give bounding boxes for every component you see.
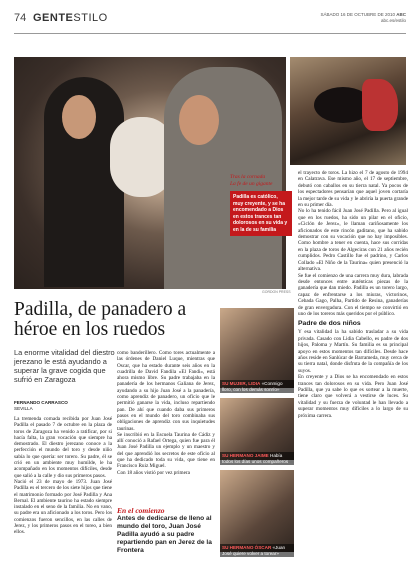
byline-author: FERNANDO CARRASCO bbox=[14, 400, 68, 405]
col3-para-2: No lo ha tenido fácil Juan José Padilla. Pero al igual que en los ruedos, ha sido un pilar en el oficio, «Ciclón de Jerez», le llaman cariñosamente los aficionados de este rincón gaditano, que ha sabido demostrar con su vocación que no hay imposibles. Como hombre a tener en cuenta, hace sus corridas en la plaza de toros de Algeciras con 21 años recién cumplidos. Pedro Castillo fue el padrino, y Carlos Collado «El Niño de la Taurina» quien presenció la alternativa. bbox=[298, 208, 408, 273]
col3-para-3: Se fue el comienzo de una carrera muy dura, labrada desde entonces entre auténticas piezas de la ganadería que dan miedo. Padilla es un torero largo, capaz de enfrentarse a los miuras, victorinos, Cebada Gago, Palha, Partido de Resina, ganaderías de gran envergadura. Con el tiempo se convirtió en uno de los toreros más queridos por el público. bbox=[298, 272, 408, 317]
page-number: 74 bbox=[14, 12, 27, 24]
quote-kicker: Tras la cornada bbox=[230, 174, 266, 180]
quote-headline: La fe de un gigante bbox=[230, 181, 273, 187]
page-header bbox=[14, 12, 406, 34]
date-line bbox=[320, 12, 406, 24]
thumb-text: Había todos los días unos compañeros bbox=[222, 453, 289, 464]
section-title-light: STILO bbox=[73, 12, 108, 24]
thumb-label: SU HERMANO ÓSCAR bbox=[222, 545, 272, 550]
quote-box bbox=[230, 174, 292, 236]
highlight-text: Antes de dedicarse de lleno al mundo del toro, Juan José Padilla ayudó a su padre repartiendo pan en Jerez de la Frontera bbox=[117, 515, 212, 554]
thumb-text: «Juan José quiere volver a torear» bbox=[222, 545, 286, 556]
article-column-2 bbox=[117, 350, 215, 476]
header-rule bbox=[14, 33, 406, 34]
thumb-label: SU HERMANO JAIME bbox=[222, 453, 269, 458]
article-column-3 bbox=[298, 170, 408, 419]
article-title: Padilla, de panadero a héroe en los ruedos bbox=[14, 299, 187, 340]
col2-para-3: Con 18 años vistió por vez primera bbox=[117, 469, 190, 476]
thumb-caption-wife bbox=[220, 380, 294, 393]
thumb-caption-oscar bbox=[220, 544, 294, 557]
thumb-photo-wife bbox=[220, 308, 294, 388]
quote-body: Padilla es católico, muy creyente, y se ha encomendado a Dios en estos trances tan dolorosos en su vida y en la de su familia bbox=[230, 191, 292, 236]
byline bbox=[14, 400, 114, 411]
col3-para-4: Y esa vitalidad la ha sabido trasladar a su vida privada. Casado con Lidia Cabello, es padre de dos hijos, Paloma y Martín. Su familia es su principal apoyo en estos momentos tan difíciles. Desde hace años reside en Sanlúcar de Barrameda, muy cerca de su tierra natal, donde disfruta de la compañía de los suyos. bbox=[298, 329, 408, 374]
section-title bbox=[33, 12, 108, 24]
cape-shape bbox=[362, 79, 398, 131]
photo-credit: GORDON PRESS bbox=[262, 290, 291, 294]
byline-city: SEVILLA bbox=[14, 405, 33, 411]
article-column-1 bbox=[14, 416, 112, 536]
date-text: SÁBADO 16 DE OCTUBRE DE 2010 bbox=[320, 12, 395, 17]
thumb-photo-jaime bbox=[220, 398, 294, 460]
col2-para-1: como banderillero. Como tores actualmente a las órdenes de Daniel Luque, mientras que Oscar, que ha estado durante seis años en la cuadrilla de David Fandila «El Fandi», está ahora mismo libre. Su padre trabajaba en la panadería de los hermanos Galiana de Jerez, ayudando a su hijo Juan José a la panadería, como aprendiz de panadero, un oficio que le permitió ganarse la vida, incluso repartiendo pan. De ahí que cuando daba sus primeros pasos en el mundo del toro combinaba sus obligaciones de aprendiz con sus inquietudes taurinas. bbox=[117, 350, 215, 432]
bullfight-photo bbox=[290, 57, 406, 165]
main-photo bbox=[14, 57, 286, 289]
col2-para-2: Se inscribió en la Escuela Taurina de Cádiz y allí conoció a Rafael Ortega, quien fue para él Juan José Padilla un ejemplo y un maestro y del que aprendió los secretos de este oficio al que ha dedicado toda su vida, que tiene en Francisco Ruiz Miguel. bbox=[117, 431, 215, 470]
col3-para-5: En creyente y a Dios se ha encomendado en estos trances tan dolorosos en su vida. Pero Juan José Padilla, que ya sabe lo que es sortear a la muerte, tiene claro que volverá a vestirse de luces. Su vitalidad y su fuerza de voluntad le han llevado a superar momentos muy difíciles a lo largo de su próxima carrera. bbox=[298, 374, 408, 419]
thumb-photo-oscar bbox=[220, 470, 294, 552]
highlight-kicker: En el comienzo bbox=[117, 506, 165, 515]
photo-face-man bbox=[179, 95, 219, 145]
col3-subhead: Padre de dos niños bbox=[298, 320, 361, 328]
thumb-label: SU MUJER, LIDIA bbox=[222, 381, 261, 386]
article-subtitle: La enorme vitalidad del diestro jerezano le está ayudando a superar la grave cogida que sufrió en Zaragoza bbox=[14, 348, 115, 384]
col1-para-1: La tremenda cornada recibida por Juan José Padilla el pasado 7 de octubre en la plaza de toros de Zaragoza ha venido a ratificar, por si hacía falta, la gran vocación que siempre ha demostrado. El diestro jerezano conoce a la perfección el mundo del toro y desde niño sabía lo que quería: ser torero. Su padre, él se crió en un ambiente muy humilde, le ha acompañado en los momentos difíciles, desde que salió a la calle y dio sus primeros pasos. bbox=[14, 416, 112, 479]
thumb-caption-jaime bbox=[220, 452, 294, 465]
highlight-box bbox=[117, 506, 215, 555]
col1-para-2: Nació el 23 de mayo de 1973. Juan José Padilla es el tercero de los siete hijos que tiene el matrimonio formado por José Padilla y Ana Bernal. El ambiente taurino ha estado siempre instalado en el seno de la familia. No en vano, su padre era un aficionado a los toros. Pero los comienzos fueron sencillos, en las calles de Jerez, y los primeros pasos en el toreo, a bien ellos. bbox=[14, 478, 112, 536]
section-title-bold: GENTE bbox=[33, 12, 74, 24]
col3-para-1: el trayecto de toros. La hizo el 7 de agosto de 1994 en Calatrava. Ese mismo año, el 17 de septiembre, debutó con caballos en su tierra natal. Ya pocos de los espectadores pensarían que aquel joven cortaría la mejor tarde de su vida y le abriría la puerta grande en su primer día. bbox=[298, 170, 408, 209]
web-address: abc.es/estilo bbox=[380, 18, 406, 23]
paper-name: ABC bbox=[396, 12, 406, 17]
photo-face-woman bbox=[62, 95, 96, 139]
thumb-text: «Conmigo lloro, con los demás sonrío» bbox=[222, 381, 283, 392]
